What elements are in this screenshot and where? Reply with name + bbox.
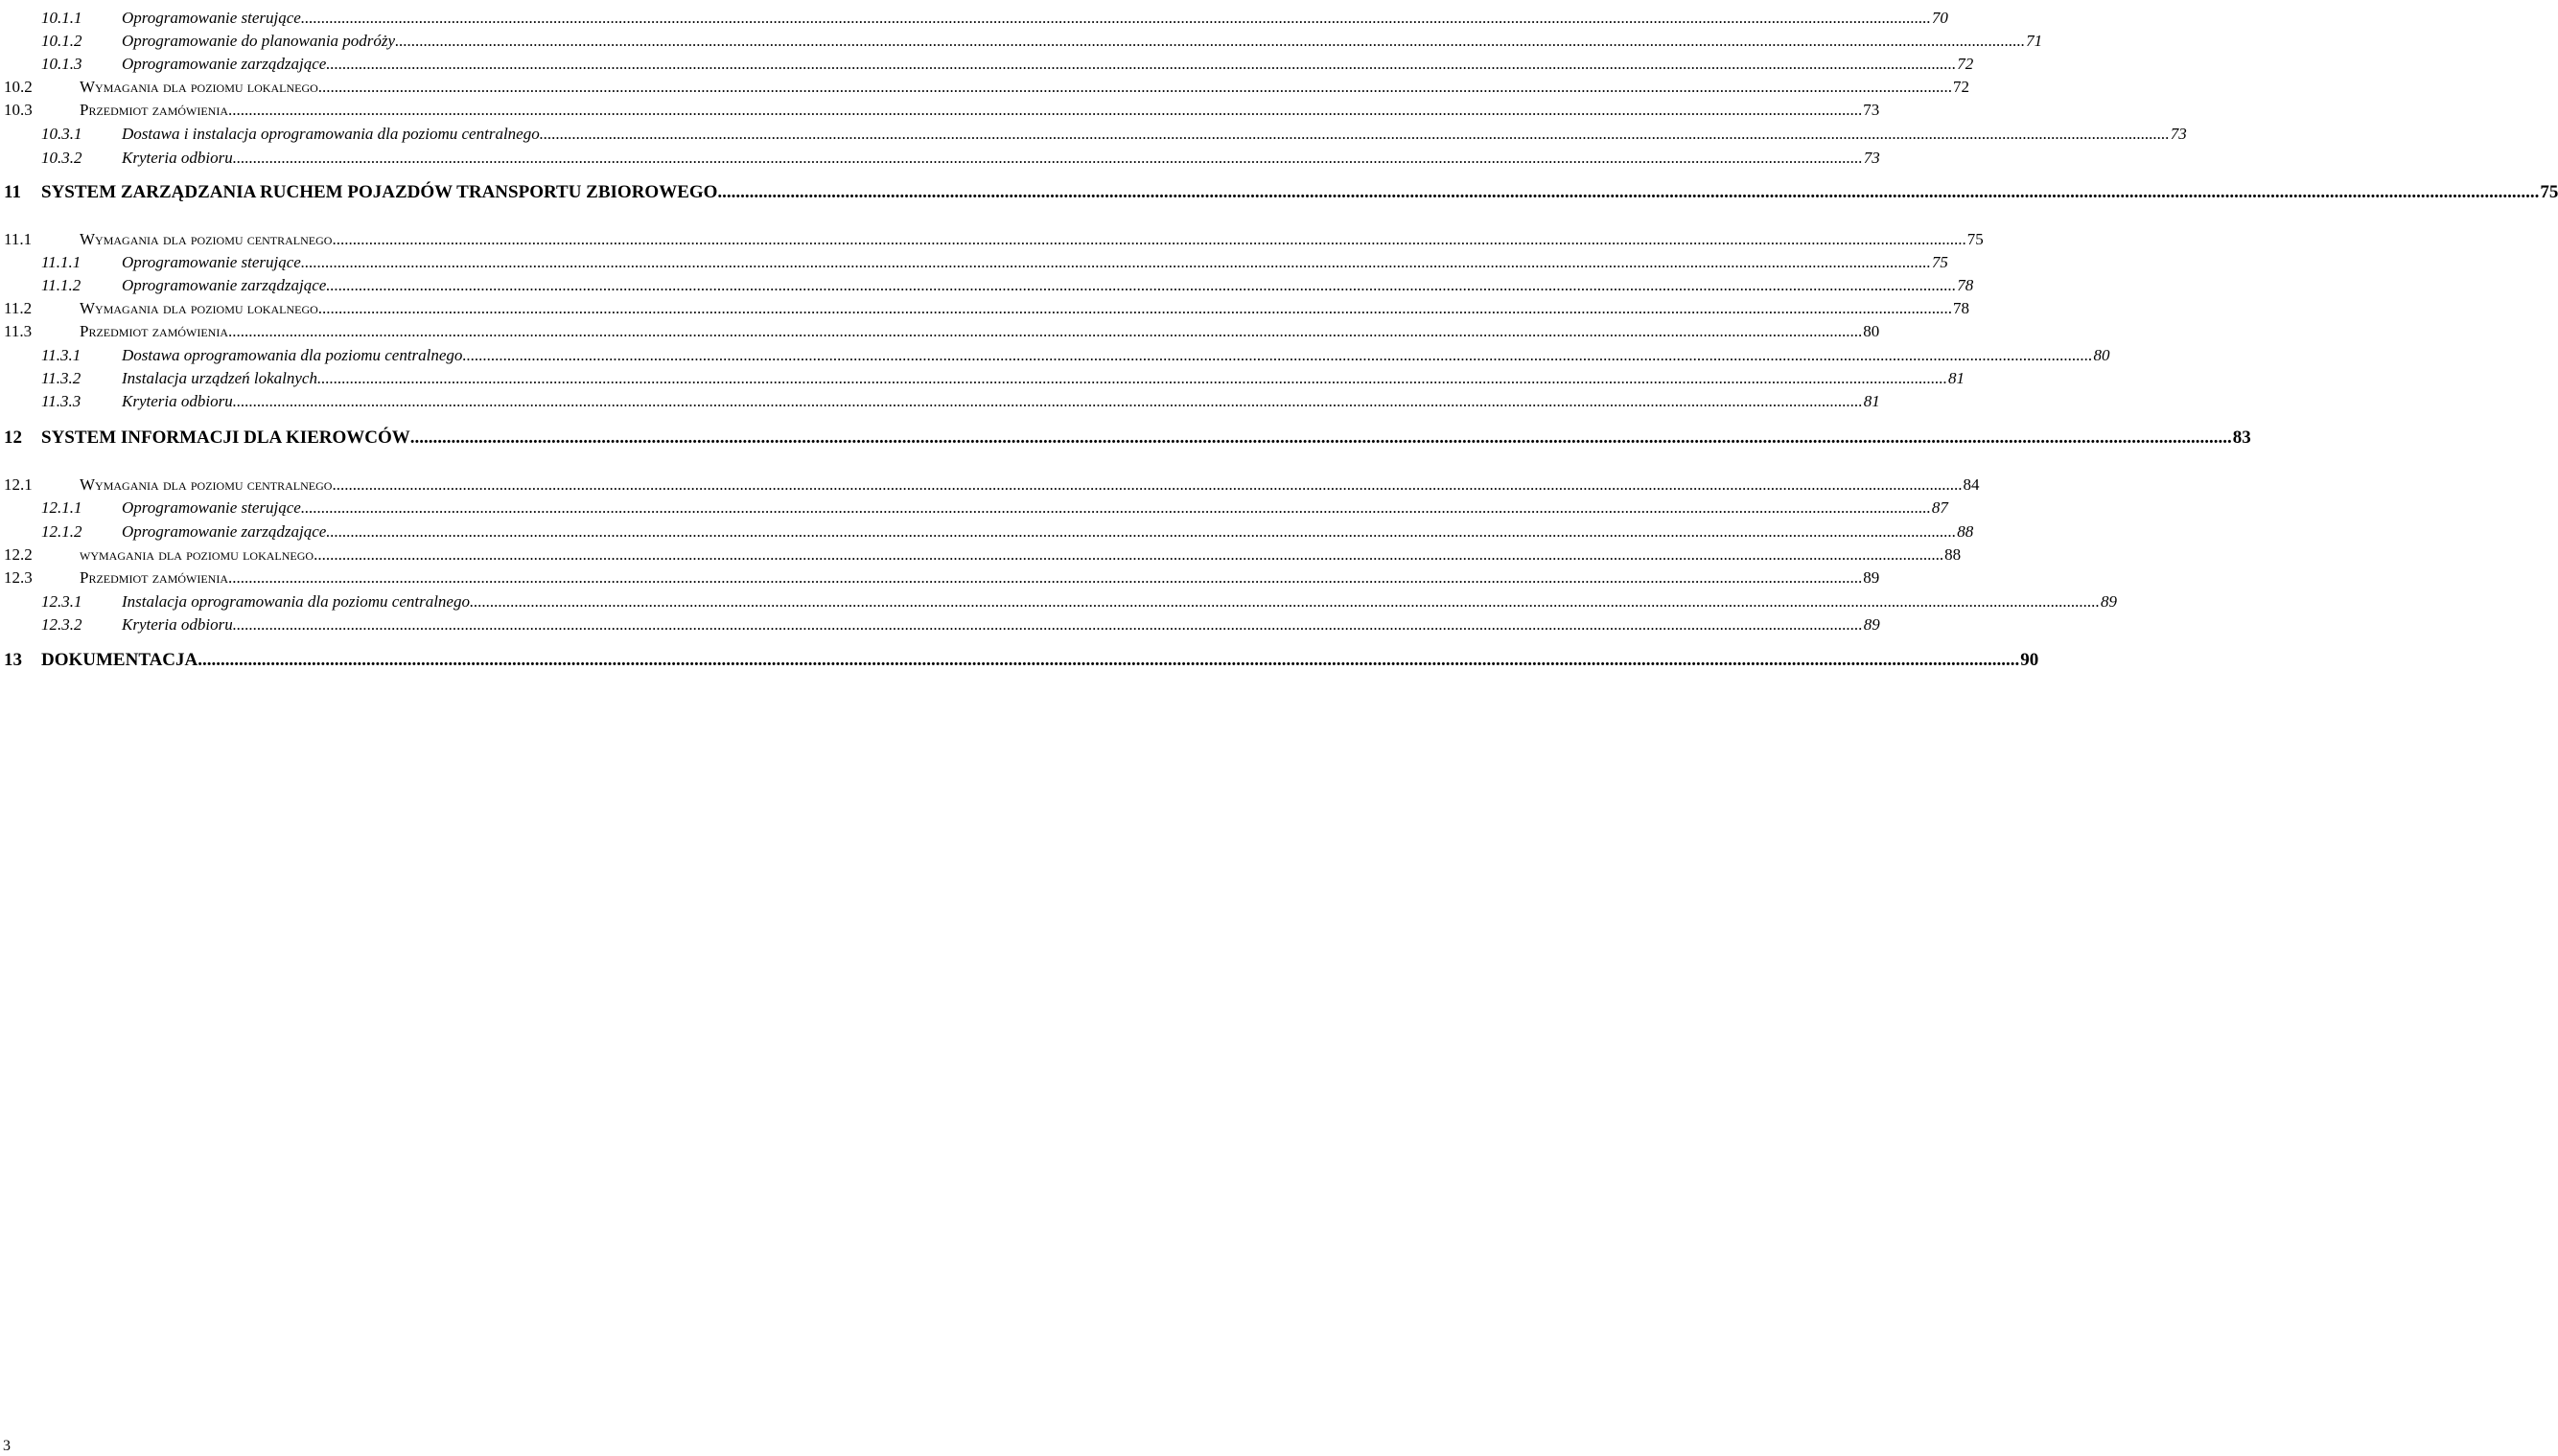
toc-entry[interactable] [0,590,2117,613]
toc-entry-number: 11.2 [4,299,33,317]
toc-entry-number: 10.2 [4,78,33,96]
toc-entry[interactable] [0,367,1965,390]
toc-entry-title: Wymagania dla poziomu lokalnego. [80,78,323,96]
toc-dot-leader: ................................................................................................................................................................................................................................................................................................................................................................................................................ [326,55,1957,73]
toc-entry-title: Dostawa oprogramowania dla poziomu centralnego [122,346,463,364]
toc-entry-title: Instalacja oprogramowania dla poziomu centralnego [122,592,470,611]
toc-entry-page: 88 [1944,545,1962,564]
toc-entry-page: 78 [1957,276,1974,294]
toc-entry-page: 73 [1863,149,1880,167]
toc-dot-leader: ................................................................................................................................................................................................................................................................................................................................................................................................................ [462,346,2093,364]
toc-entry-number: 12 [4,428,22,448]
toc-entry-number: 10.1.3 [41,55,82,73]
toc-dot-leader: ................................................................................................................................................................................................................................................................................................................................................................................................................ [232,615,1863,634]
toc-entry[interactable] [0,274,1974,297]
toc-entry-page: 73 [2170,125,2187,143]
toc-entry[interactable] [0,297,1970,320]
toc-entry-number: 11.1.1 [41,253,81,271]
toc-entry[interactable] [0,147,1880,170]
toc-entry[interactable] [0,30,2043,53]
toc-entry-title: Oprogramowanie sterujące [122,253,301,271]
toc-entry-page: 75 [2540,182,2558,202]
toc-entry-title: Oprogramowanie sterujące [122,498,301,517]
toc-dot-leader: ................................................................................................................................................................................................................................................................................................................................................................................................................ [300,498,1931,517]
toc-dot-leader: ................................................................................................................................................................................................................................................................................................................................................................................................................ [232,392,1863,410]
toc-dot-leader: ................................................................................................................................................................................................................................................................................................................................................................................................................ [332,475,1963,494]
toc-entry-page: 90 [2020,650,2039,670]
toc-entry-page: 84 [1963,475,1980,494]
toc-entry-title: Przedmiot zamówienia. [80,568,233,587]
toc-entry[interactable] [0,251,1948,274]
toc-entry-number: 13 [4,650,22,670]
toc-dot-leader: ................................................................................................................................................................................................................................................................................................................................................................................................................ [717,182,2540,202]
toc-entry-title: Kryteria odbioru [122,615,233,634]
toc-entry-number: 11.3.3 [41,392,81,410]
toc-entry-title: Wymagania dla poziomu centralnego. [80,230,337,248]
toc-entry[interactable] [0,566,1880,589]
toc-entry-page: 75 [1931,253,1948,271]
toc-entry-title: Kryteria odbioru [122,149,233,167]
toc-entry[interactable] [0,53,1974,76]
toc-dot-leader: ................................................................................................................................................................................................................................................................................................................................................................................................................ [336,230,1966,248]
toc-entry-number: 12.1.1 [41,498,82,517]
toc-entry[interactable] [0,7,1948,30]
toc-entry[interactable] [0,181,2558,204]
toc-dot-leader: ................................................................................................................................................................................................................................................................................................................................................................................................................ [300,253,1931,271]
toc-entry-title: SYSTEM ZARZĄDZANIA RUCHEM POJAZDÓW TRANSPORTU ZBIOROWEGO [41,182,718,202]
toc-entry[interactable] [0,390,1880,413]
toc-dot-leader: ................................................................................................................................................................................................................................................................................................................................................................................................................ [232,101,1863,119]
toc-entry[interactable] [0,123,2187,146]
toc-entry-number: 12.1 [4,475,33,494]
toc-dot-leader: ................................................................................................................................................................................................................................................................................................................................................................................................................ [232,322,1863,340]
toc-entry-number: 10.3.1 [41,125,82,143]
toc-entry-page: 72 [1957,55,1974,73]
toc-entry-title: Oprogramowanie do planowania podróży [122,32,396,50]
toc-entry[interactable] [0,344,2110,367]
toc-entry-number: 11.1 [4,230,33,248]
toc-dot-leader: ................................................................................................................................................................................................................................................................................................................................................................................................................ [326,276,1957,294]
toc-entry-page: 88 [1957,522,1974,541]
toc-dot-leader: ................................................................................................................................................................................................................................................................................................................................................................................................................ [198,650,2020,670]
toc-entry-title: Oprogramowanie zarządzające [122,522,327,541]
toc-entry-page: 89 [1863,568,1880,587]
toc-entry-page: 73 [1863,101,1880,119]
toc-entry-title: Przedmiot zamówienia. [80,101,233,119]
toc-dot-leader: ................................................................................................................................................................................................................................................................................................................................................................................................................ [395,32,2026,50]
toc-entry-number: 10.3.2 [41,149,82,167]
toc-entry[interactable] [0,649,2039,672]
toc-entry-number: 12.3 [4,568,33,587]
toc-dot-leader: ................................................................................................................................................................................................................................................................................................................................................................................................................ [539,125,2170,143]
toc-entry-number: 11.1.2 [41,276,81,294]
toc-entry-title: Przedmiot zamówienia. [80,322,233,340]
toc-dot-leader: ................................................................................................................................................................................................................................................................................................................................................................................................................ [316,369,1947,387]
toc-entry-page: 83 [2232,428,2251,448]
toc-entry-title: Wymagania dla poziomu lokalnego. [80,299,323,317]
toc-dot-leader: ................................................................................................................................................................................................................................................................................................................................................................................................................ [322,299,1953,317]
toc-entry-page: 81 [1947,369,1965,387]
toc-entry-page: 78 [1953,299,1970,317]
toc-dot-leader: ................................................................................................................................................................................................................................................................................................................................................................................................................ [322,78,1953,96]
toc-entry-number: 12.3.2 [41,615,82,634]
toc-entry[interactable] [0,99,1880,122]
toc-entry-number: 12.3.1 [41,592,82,611]
toc-dot-leader: ................................................................................................................................................................................................................................................................................................................................................................................................................ [326,522,1957,541]
toc-entry-number: 11.3 [4,322,33,340]
toc-entry-page: 70 [1931,9,1948,27]
toc-entry-number: 11 [4,182,21,202]
toc-entry-title: SYSTEM INFORMACJI DLA KIEROWCÓW [41,428,410,448]
toc-entry-title: Dostawa i instalacja oprogramowania dla poziomu centralnego [122,125,540,143]
toc-entry[interactable] [0,497,1948,520]
toc-entry[interactable] [0,76,1970,99]
toc-entry-number: 10.1.2 [41,32,82,50]
toc-entry-page: 81 [1863,392,1880,410]
toc-entry-title: DOKUMENTACJA [41,650,198,670]
toc-entry-page: 89 [1863,615,1880,634]
toc-entry-page: 72 [1953,78,1970,96]
toc-dot-leader: ................................................................................................................................................................................................................................................................................................................................................................................................................ [469,592,2100,611]
toc-entry-number: 11.3.1 [41,346,81,364]
toc-entry-page: 71 [2026,32,2043,50]
toc-entry[interactable] [0,427,2251,450]
toc-entry[interactable] [0,613,1880,636]
toc-entry-title: wymagania dla poziomu lokalnego [80,545,314,564]
toc-entry-page: 80 [1863,322,1880,340]
toc-entry-page: 89 [2100,592,2117,611]
toc-entry-title: Oprogramowanie zarządzające [122,276,327,294]
toc-dot-leader: ................................................................................................................................................................................................................................................................................................................................................................................................................ [409,428,2232,448]
toc-entry-title: Instalacja urządzeń lokalnych [122,369,317,387]
toc-entry-page: 87 [1931,498,1948,517]
toc-entry[interactable] [0,228,1984,251]
toc-dot-leader: ................................................................................................................................................................................................................................................................................................................................................................................................................ [232,149,1863,167]
toc-entry-title: Oprogramowanie zarządzające [122,55,327,73]
page-number: 3 [3,1438,11,1454]
toc-dot-leader: ................................................................................................................................................................................................................................................................................................................................................................................................................ [300,9,1931,27]
toc-entry-number: 10.3 [4,101,33,119]
toc-entry-title: Kryteria odbioru [122,392,233,410]
toc-entry-title: Oprogramowanie sterujące [122,9,301,27]
toc-entry-page: 80 [2093,346,2110,364]
toc-entry[interactable] [0,474,1980,497]
toc-entry[interactable] [0,520,1974,543]
toc-entry-page: 75 [1966,230,1984,248]
toc-entry-title: Wymagania dla poziomu centralnego [80,475,333,494]
toc-entry-number: 11.3.2 [41,369,81,387]
toc-entry[interactable] [0,543,1962,566]
toc-dot-leader: ................................................................................................................................................................................................................................................................................................................................................................................................................ [232,568,1863,587]
toc-entry-number: 12.1.2 [41,522,82,541]
toc-entry[interactable] [0,320,1880,343]
toc-entry-number: 12.2 [4,545,33,564]
toc-entry-number: 10.1.1 [41,9,82,27]
toc-dot-leader: ................................................................................................................................................................................................................................................................................................................................................................................................................ [314,545,1944,564]
